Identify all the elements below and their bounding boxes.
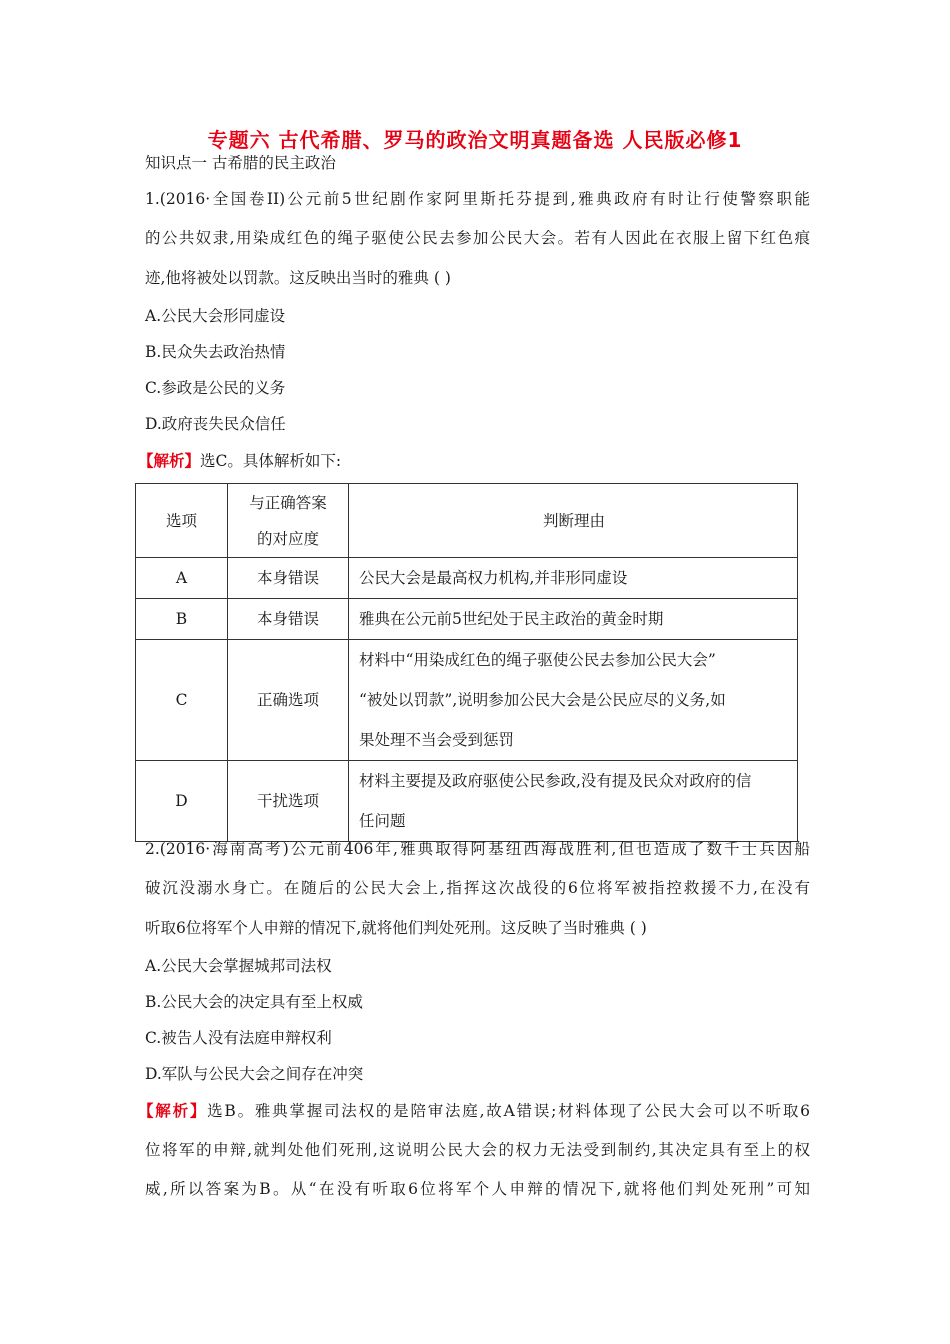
q1-stem-line: 的公共奴隶,用染成红色的绳子驱使公民去参加公民大会。若有人因此在衣服上留下红色痕 bbox=[145, 229, 810, 247]
q2-option-a: A.公民大会掌握城邦司法权 bbox=[145, 957, 332, 975]
row-degree: 干扰选项 bbox=[228, 761, 349, 842]
section-heading: 知识点一 古希腊的民主政治 bbox=[145, 154, 336, 172]
row-degree: 本身错误 bbox=[228, 558, 349, 599]
table-row bbox=[136, 640, 798, 761]
row-reason: 公民大会是最高权力机构,并非形同虚设 bbox=[349, 558, 798, 599]
header-degree: 与正确答案 的对应度 bbox=[228, 484, 349, 558]
analysis-text: 选B。雅典掌握司法权的是陪审法庭,故A错误;材料体现了公民大会可以不听取6 bbox=[207, 1102, 810, 1120]
row-option: B bbox=[136, 599, 228, 640]
row-reason: 雅典在公元前5世纪处于民主政治的黄金时期 bbox=[349, 599, 798, 640]
q2-stem-line: 2.(2016·海南高考)公元前406年,雅典取得阿基纽西海战胜利,但也造成了数千士兵因船 bbox=[145, 840, 810, 858]
q2-option-c: C.被告人没有法庭申辩权利 bbox=[145, 1029, 332, 1047]
q2-analysis-line: 威,所以答案为B。从“在没有听取6位将军个人申辩的情况下,就将他们判处死刑”可知 bbox=[145, 1180, 810, 1198]
q2-stem-line: 破沉没溺水身亡。在随后的公民大会上,指挥这次战役的6位将军被指控救援不力,在没有 bbox=[145, 879, 810, 897]
table-row bbox=[136, 599, 798, 640]
q1-analysis bbox=[138, 451, 803, 471]
page-title: 专题六 古代希腊、罗马的政治文明真题备选 人民版必修1 bbox=[207, 128, 743, 152]
row-option: D bbox=[136, 761, 228, 842]
q2-option-b: B.公民大会的决定具有至上权威 bbox=[145, 993, 363, 1011]
row-reason: 材料主要提及政府驱使公民参政,没有提及民众对政府的信 任问题 bbox=[349, 761, 798, 842]
row-option: A bbox=[136, 558, 228, 599]
q2-analysis-line bbox=[138, 1101, 810, 1121]
row-degree: 正确选项 bbox=[228, 640, 349, 761]
analysis-tag: 【解析】 bbox=[138, 452, 201, 470]
analysis-text: 选C。具体解析如下: bbox=[200, 452, 342, 470]
table-row bbox=[136, 761, 798, 842]
q1-option-d: D.政府丧失民众信任 bbox=[145, 415, 286, 433]
q1-option-b: B.民众失去政治热情 bbox=[145, 343, 286, 361]
header-reason: 判断理由 bbox=[349, 484, 798, 558]
table-row bbox=[136, 558, 798, 599]
table-header-row bbox=[136, 484, 798, 558]
q1-stem-line: 1.(2016·全国卷II)公元前5世纪剧作家阿里斯托芬提到,雅典政府有时让行使警察职能 bbox=[145, 190, 810, 208]
header-option: 选项 bbox=[136, 484, 228, 558]
q1-option-a: A.公民大会形同虚设 bbox=[145, 307, 286, 325]
q2-stem-line: 听取6位将军个人申辩的情况下,就将他们判处死刑。这反映了当时雅典 ( ) bbox=[145, 919, 647, 937]
analysis-tag: 【解析】 bbox=[138, 1102, 208, 1120]
q1-stem-line: 迹,他将被处以罚款。这反映出当时的雅典 ( ) bbox=[145, 269, 451, 287]
q2-option-d: D.军队与公民大会之间存在冲突 bbox=[145, 1065, 364, 1083]
row-reason: 材料中“用染成红色的绳子驱使公民去参加公民大会” “被处以罚款”,说明参加公民大会是公民应尽的义务,如 果处理不当会受到惩罚 bbox=[349, 640, 798, 761]
row-degree: 本身错误 bbox=[228, 599, 349, 640]
q2-analysis-line: 位将军的申辩,就判处他们死刑,这说明公民大会的权力无法受到制约,其决定具有至上的权 bbox=[145, 1141, 810, 1159]
analysis-table bbox=[135, 483, 798, 842]
q1-option-c: C.参政是公民的义务 bbox=[145, 379, 286, 397]
row-option: C bbox=[136, 640, 228, 761]
